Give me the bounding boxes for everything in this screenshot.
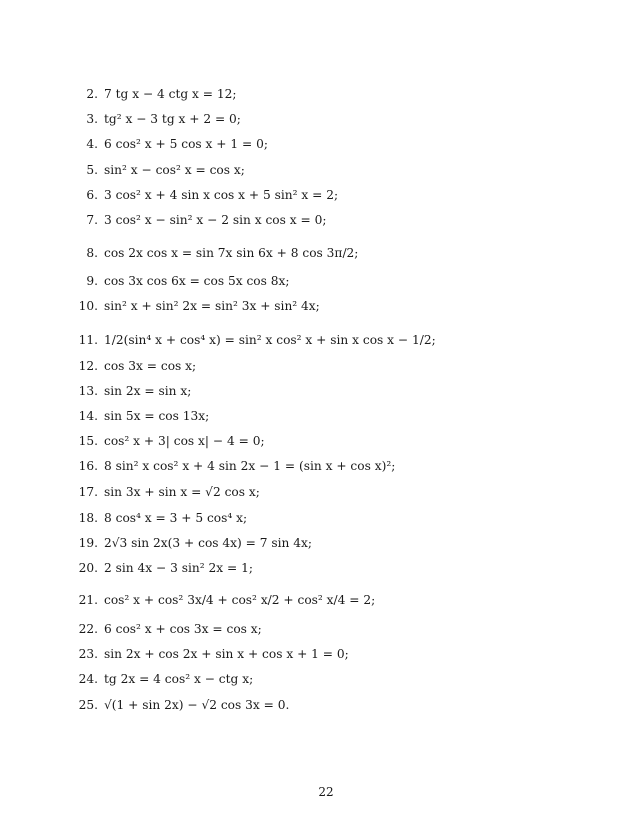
equation-text: tg 2x = 4 cos² x − ctg x; (104, 672, 254, 686)
equation-15 (64, 434, 265, 448)
equation-24 (64, 672, 253, 686)
equation-text: 8 cos⁴ x = 3 + 5 cos⁴ x; (104, 511, 248, 525)
equation-number: 2. (86, 87, 98, 101)
equation-text: cos 3x cos 6x = cos 5x cos 8x; (104, 274, 290, 288)
equation-number: 23. (78, 647, 98, 661)
equation-number: 19. (78, 536, 98, 550)
equation-16 (64, 459, 395, 473)
equation-number: 10. (78, 299, 98, 313)
equation-number: 20. (78, 561, 98, 575)
equation-text: tg² x − 3 tg x + 2 = 0; (104, 112, 241, 126)
equation-text: sin 2x + cos 2x + sin x + cos x + 1 = 0; (104, 647, 349, 661)
equation-number: 11. (78, 333, 98, 347)
equation-13 (64, 384, 191, 398)
equation-text: 2 sin 4x − 3 sin² 2x = 1; (104, 561, 253, 575)
equation-text: 2√3 sin 2x(3 + cos 4x) = 7 sin 4x; (104, 536, 312, 550)
equation-text: cos² x + 3| cos x| − 4 = 0; (104, 434, 265, 448)
equation-text: 8 sin² x cos² x + 4 sin 2x − 1 = (sin x + cos x)²; (104, 459, 396, 473)
equation-23 (64, 647, 349, 661)
equation-6 (64, 188, 338, 202)
equation-number: 9. (86, 274, 98, 288)
equation-number: 24. (78, 672, 98, 686)
equation-3 (64, 112, 241, 126)
equation-number: 22. (78, 622, 98, 636)
equation-7 (64, 213, 326, 227)
equation-text: 6 cos² x + 5 cos x + 1 = 0; (104, 137, 268, 151)
equation-20 (64, 561, 253, 575)
equation-22 (64, 622, 262, 636)
equation-number: 7. (86, 213, 98, 227)
equation-text: cos² x + cos² 3x/4 + cos² x/2 + cos² x/4 = 2; (104, 593, 376, 607)
equation-number: 18. (78, 511, 98, 525)
equation-25 (64, 698, 289, 712)
equation-number: 21. (78, 593, 98, 607)
equation-8 (64, 246, 358, 260)
equation-text: 6 cos² x + cos 3x = cos x; (104, 622, 262, 636)
equation-text: 3 cos² x − sin² x − 2 sin x cos x = 0; (104, 213, 327, 227)
equation-number: 17. (78, 485, 98, 499)
equation-text: cos 3x = cos x; (104, 359, 197, 373)
equation-text: cos 2x cos x = sin 7x sin 6x + 8 cos 3π/2; (104, 246, 359, 260)
equation-number: 14. (78, 409, 98, 423)
equation-14 (64, 409, 209, 423)
equation-number: 3. (86, 112, 98, 126)
page-number: 22 (318, 785, 334, 799)
equation-text: sin 5x = cos 13x; (104, 409, 210, 423)
equation-text: 7 tg x − 4 ctg x = 12; (104, 87, 237, 101)
equation-number: 4. (86, 137, 98, 151)
equation-19 (64, 536, 312, 550)
equation-text: sin² x − cos² x = cos x; (104, 163, 245, 177)
equation-number: 8. (86, 246, 98, 260)
equation-number: 15. (78, 434, 98, 448)
equation-text: √(1 + sin 2x) − √2 cos 3x = 0. (104, 698, 290, 712)
equation-text: 1/2(sin⁴ x + cos⁴ x) = sin² x cos² x + sin x cos x − 1/2; (104, 333, 436, 347)
equation-number: 25. (78, 698, 98, 712)
equation-number: 5. (86, 163, 98, 177)
equation-text: sin 2x = sin x; (104, 384, 192, 398)
equation-5 (64, 163, 245, 177)
equation-number: 13. (78, 384, 98, 398)
equation-18 (64, 511, 247, 525)
equation-number: 16. (78, 459, 98, 473)
equation-2 (64, 87, 237, 101)
equation-text: 3 cos² x + 4 sin x cos x + 5 sin² x = 2; (104, 188, 339, 202)
equation-text: sin 3x + sin x = √2 cos x; (104, 485, 260, 499)
equation-9 (64, 274, 290, 288)
equation-number: 12. (78, 359, 98, 373)
equation-12 (64, 359, 196, 373)
equation-10 (64, 299, 320, 313)
equation-17 (64, 485, 260, 499)
equation-11 (64, 333, 436, 347)
equation-text: sin² x + sin² 2x = sin² 3x + sin² 4x; (104, 299, 320, 313)
equation-4 (64, 137, 268, 151)
equation-number: 6. (86, 188, 98, 202)
equation-21 (64, 593, 375, 607)
